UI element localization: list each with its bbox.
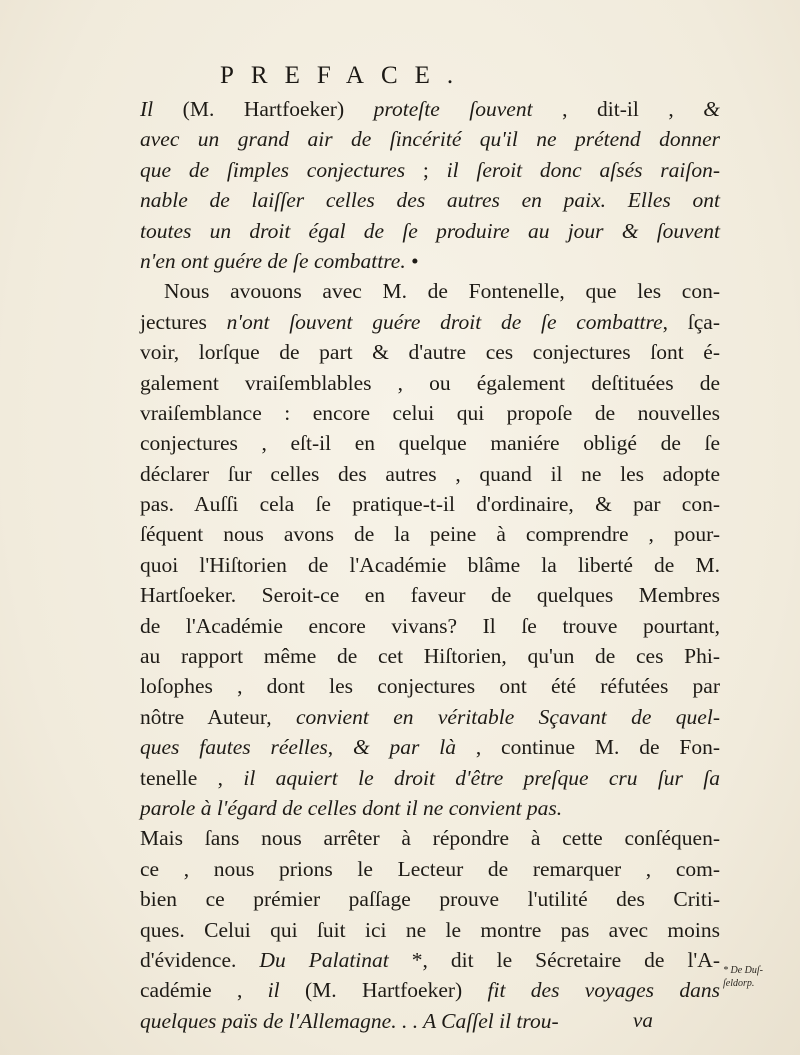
text-line	[140, 489, 720, 519]
text-line	[140, 94, 720, 124]
text-line	[140, 307, 720, 337]
text-segment: , continue M. de Fon-	[455, 735, 720, 760]
text-segment: Du Palatinat	[259, 947, 389, 972]
text-line	[140, 671, 720, 701]
text-segment: voir, lorſque de part & d'autre ces conjectures ſont é-	[140, 340, 720, 365]
text-segment: & par là	[352, 735, 456, 760]
text-line	[140, 915, 720, 945]
text-segment: pas. Auſſi cela ſe pratique-t-il d'ordinaire, & par con-	[140, 492, 720, 517]
text-line	[140, 854, 720, 884]
text-segment: loſophes , dont les conjectures ont été réfutées par	[140, 674, 720, 699]
text-line	[140, 246, 720, 276]
text-segment: il ſeroit donc aſsés raiſon-	[446, 157, 721, 182]
text-segment: ſéquent nous avons de la peine à comprendre , pour-	[140, 522, 720, 547]
text-segment: convient en véritable Sçavant de quel-	[295, 704, 720, 729]
text-segment: , ſça-	[662, 309, 721, 334]
text-line	[140, 975, 720, 1005]
text-segment: ce , nous prions le Lecteur de remarquer , com-	[140, 856, 720, 881]
text-line	[140, 185, 720, 215]
text-segment: tenelle ,	[140, 765, 244, 790]
text-segment: bien ce prémier paſſage prouve l'utilité des Criti-	[140, 887, 720, 912]
text-segment: il	[267, 978, 280, 1003]
text-segment: n'ont ſouvent guére droit de ſe combattre	[226, 309, 663, 334]
margin-note-line: * De Duſ-	[723, 965, 763, 976]
text-segment: Mais ſans nous arrêter à répondre à cette conſéquen-	[140, 826, 720, 851]
text-segment: nable de laiſſer celles des autres en paix. Elles ont	[140, 188, 720, 213]
text-line	[140, 580, 720, 610]
text-line	[140, 611, 720, 641]
text-line	[140, 398, 720, 428]
text-segment: fit des voyages dans	[487, 978, 720, 1003]
text-segment: ques. Celui qui ſuit ici ne le montre pas avec moins	[140, 917, 720, 942]
text-segment: quelques païs de l'Allemagne. . . A Caſſel il trou-	[140, 1008, 559, 1033]
text-line	[140, 216, 720, 246]
text-segment: ques fautes réelles	[140, 735, 328, 760]
text-line	[140, 793, 720, 823]
text-segment: d'évidence.	[140, 947, 260, 972]
text-line	[140, 732, 720, 762]
body-text	[140, 94, 720, 1036]
text-segment: (M. Hartfoeker)	[153, 97, 374, 121]
text-segment: Hartſoeker. Seroit-ce en faveur de quelques Membres	[140, 583, 720, 608]
text-segment: jectures	[140, 309, 227, 334]
margin-note-line: ſeldorp.	[723, 978, 755, 989]
text-segment: •	[405, 248, 419, 273]
text-segment: toutes un droit égal de ſe produire au jour & ſouvent	[140, 218, 720, 243]
page-header: PREFACE.	[220, 62, 471, 89]
text-segment: cadémie ,	[140, 978, 268, 1003]
text-segment: de l'Académie encore vivans? Il ſe trouve pourtant,	[140, 613, 720, 638]
text-line	[140, 459, 720, 489]
text-line	[140, 276, 720, 306]
text-segment: &	[703, 97, 721, 121]
text-line	[140, 368, 720, 398]
text-line	[140, 763, 720, 793]
text-line	[140, 519, 720, 549]
text-segment: *, dit le Sécretaire de l'A-	[388, 947, 720, 972]
text-segment: avec un grand air de ſincérité qu'il ne prétend donner	[140, 127, 720, 152]
text-line	[140, 337, 720, 367]
text-segment: galement vraiſemblables , ou également deſtituées de	[140, 370, 720, 395]
text-segment: au rapport même de cet Hiſtorien, qu'un de ces Phi-	[140, 644, 720, 669]
text-line	[140, 823, 720, 853]
text-segment: , dit-il ,	[532, 97, 704, 121]
text-segment: ;	[405, 157, 447, 182]
text-segment: Il	[140, 97, 154, 121]
text-segment: vraiſemblance : encore celui qui propoſe de nouvelles	[140, 400, 720, 425]
text-segment: que de ſimples conjectures	[140, 157, 406, 182]
text-segment: quoi l'Hiſtorien de l'Académie blâme la liberté de M.	[140, 552, 720, 577]
text-line	[140, 428, 720, 458]
text-segment: (M. Hartfoeker)	[279, 978, 488, 1003]
text-segment: n'en ont guére de ſe combattre.	[140, 248, 406, 273]
text-segment: parole à l'égard de celles dont il ne convient pas.	[140, 795, 563, 820]
text-line	[140, 641, 720, 671]
text-segment: conjectures , eſt-il en quelque maniére obligé de ſe	[140, 431, 720, 456]
text-line	[140, 124, 720, 154]
text-line	[140, 550, 720, 580]
text-line	[140, 155, 720, 185]
margin-note	[723, 964, 795, 990]
text-line	[140, 884, 720, 914]
text-segment: il aquiert le droit d'être preſque cru ſur ſa	[243, 765, 720, 790]
text-line	[140, 702, 720, 732]
catchword: va	[633, 1008, 653, 1032]
text-segment: ,	[327, 735, 353, 760]
text-line	[140, 945, 720, 975]
text-segment: déclarer ſur celles des autres , quand il ne les adopte	[140, 461, 720, 486]
text-segment: proteſte ſouvent	[373, 97, 533, 121]
text-segment: Nous avouons avec M. de Fontenelle, que les con-	[164, 279, 720, 304]
text-segment: nôtre Auteur,	[140, 704, 296, 729]
